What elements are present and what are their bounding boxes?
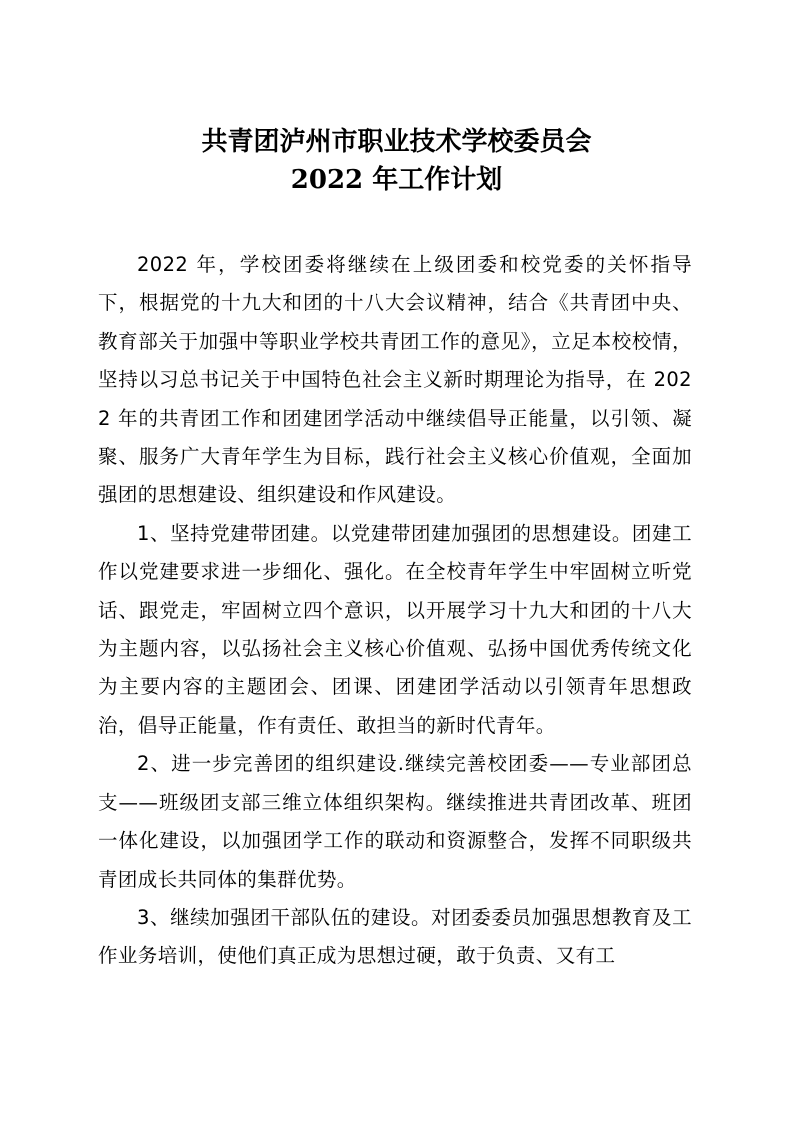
document-subtitle: 2022 年工作计划	[290, 165, 503, 195]
paragraph-item-3: 3、继续加强团干部队伍的建设。对团委委员加强思想教育及工作业务培训，使他们真正成为思想过硬，敢于负责、又有工	[98, 905, 692, 968]
document-title: 共青团泸州市职业技术学校委员会	[201, 127, 592, 157]
document-body	[98, 246, 692, 976]
paragraph-item-2: 2、进一步完善团的组织建设.继续完善校团委——专业部团总支——班级团支部三维立体组织架构。继续推进共青团改革、班团一体化建设，以加强团学工作的联动和资源整合，发挥不同职级共青团成长共同体的集群优势。	[98, 752, 692, 891]
paragraph-intro: 2022 年，学校团委将继续在上级团委和校党委的关怀指导下，根据党的十九大和团的十八大会议精神，结合《共青团中央、教育部关于加强中等职业学校共青团工作的意见》，立足本校校情，坚持以习总书记关于中国特色社会主义新时期理论为指导，在 2022 年的共青团工作和团建团学活动中继续倡导正能量，以引领、凝聚、服务广大青年学生为目标，践行社会主义核心价值观，全面加强团的思想建设、组织建设和作风建设。	[98, 253, 692, 507]
paragraph-item-1: 1、坚持党建带团建。以党建带团建加强团的思想建设。团建工作以党建要求进一步细化、强化。在全校青年学生中牢固树立听党话、跟党走，牢固树立四个意识，以开展学习十九大和团的十八大为主题内容，以弘扬社会主义核心价值观、弘扬中国优秀传统文化为主要内容的主题团会、团课、团建团学活动以引领青年思想政治，倡导正能量，作有责任、敢担当的新时代青年。	[98, 521, 692, 737]
